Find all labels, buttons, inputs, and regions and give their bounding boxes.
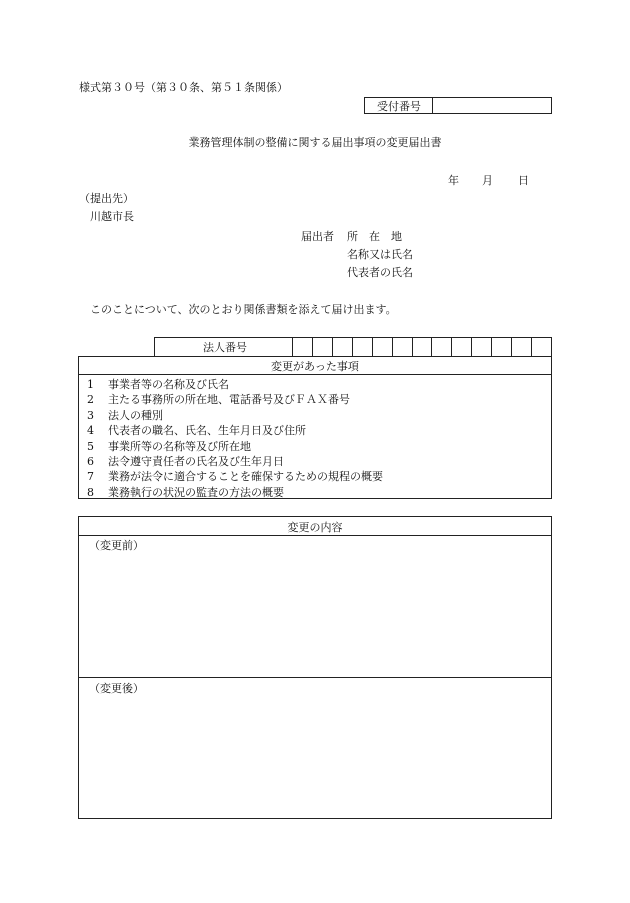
changed-item-number: 2: [87, 393, 94, 406]
notifier-address-label: 所 在 地: [347, 230, 402, 243]
reception-divider: [432, 98, 433, 113]
changed-item-number: 8: [87, 486, 94, 499]
digit-cell-divider: [312, 338, 313, 356]
changed-item-number: 5: [87, 440, 94, 453]
notifier-representative-label: 代表者の氏名: [347, 266, 413, 279]
changed-item-number: 6: [87, 455, 94, 468]
notifier-label: 届出者: [301, 230, 334, 243]
corporate-number-box: [154, 337, 552, 357]
changed-item-text: 事業者等の名称及び氏名: [108, 378, 229, 391]
document-title: 業務管理体制の整備に関する届出事項の変更届出書: [188, 136, 442, 149]
digit-cell-divider: [471, 338, 472, 356]
changed-items-table: [78, 356, 552, 499]
changed-item-text: 法人の種別: [108, 409, 163, 422]
changed-items-header: 変更があった事項: [271, 360, 359, 373]
digit-cell-divider: [431, 338, 432, 356]
change-contents-table: [78, 516, 552, 819]
digit-cell-divider: [531, 338, 532, 356]
digit-cell-divider: [332, 338, 333, 356]
digit-cell-divider: [352, 338, 353, 356]
statement-text: このことについて、次のとおり関係書類を添えて届け出ます。: [90, 303, 397, 316]
changed-item-text: 代表者の職名、氏名、生年月日及び住所: [108, 424, 306, 437]
changed-item-number: 4: [87, 424, 94, 437]
digit-cell-divider: [511, 338, 512, 356]
digit-cell-divider: [451, 338, 452, 356]
reception-number-box: [364, 97, 552, 114]
reception-number-label: 受付番号: [377, 100, 421, 113]
date-month-label: 月: [482, 174, 493, 187]
header-divider: [79, 374, 551, 375]
digit-cell-divider: [491, 338, 492, 356]
digit-cell-divider: [412, 338, 413, 356]
after-change-area[interactable]: [79, 697, 551, 817]
digit-cell-divider: [292, 338, 293, 356]
submit-to-label: （提出先）: [79, 192, 134, 205]
changed-item-number: 3: [87, 409, 94, 422]
changed-item-number: 7: [87, 470, 94, 483]
date-year-label: 年: [448, 174, 459, 187]
contents-header-divider: [79, 535, 551, 536]
digit-cell-divider: [372, 338, 373, 356]
changed-item-text: 事業所等の名称等及び所在地: [108, 440, 251, 453]
changed-item-text: 業務が法令に適合することを確保するための規程の概要: [108, 470, 383, 483]
notifier-name-label: 名称又は氏名: [347, 248, 413, 261]
before-after-divider: [79, 677, 551, 678]
changed-item-number: 1: [87, 378, 94, 391]
digit-cell-divider: [392, 338, 393, 356]
after-change-label: （変更後）: [89, 682, 144, 695]
form-number-label: 様式第３０号（第３０条、第５１条関係）: [79, 81, 288, 94]
change-contents-header: 変更の内容: [287, 521, 343, 534]
changed-item-text: 法令遵守責任者の氏名及び生年月日: [108, 455, 284, 468]
changed-item-text: 主たる事務所の所在地、電話番号及びＦＡＸ番号: [108, 393, 350, 406]
before-change-area[interactable]: [79, 553, 551, 675]
submit-to-name: 川越市長: [90, 210, 134, 223]
before-change-label: （変更前）: [89, 539, 144, 552]
date-day-label: 日: [518, 174, 529, 187]
changed-item-text: 業務執行の状況の監査の方法の概要: [108, 486, 284, 499]
corporate-number-label: 法人番号: [203, 341, 247, 354]
